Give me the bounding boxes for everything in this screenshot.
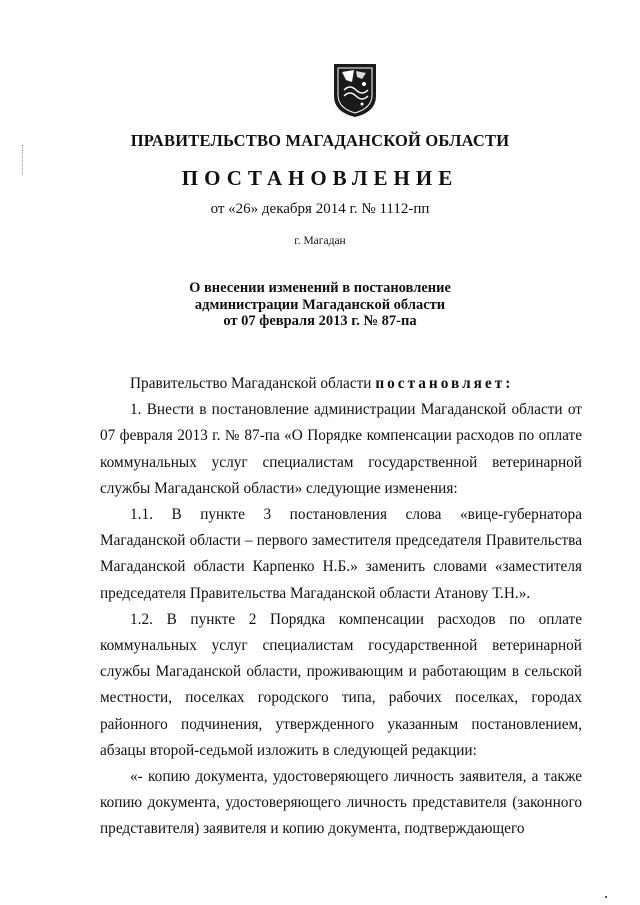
paragraph-quote: «- копию документа, удостоверяющего личность заявителя, а также копию документа, удостоверяющего личность представителя (законного представителя) заявителя и копию документа, подтверждающего [100,768,582,838]
document-body [100,371,582,843]
document-date-number: от «26» декабря 2014 г. № 1112-пп [210,201,430,217]
preamble-text: Правительство Магаданской области [130,375,376,392]
paragraph-1-2: 1.2. В пункте 2 Порядка компенсации расходов по оплате коммунальных услуг специалистам государственной ветеринарной службы Магаданской области, проживающим и работающим в сельской местности, поселках городского типа, рабочих поселках, городах районного подчинения, утвержденного указанным постановлением, абзацы второй-седьмой изложить в следующей редакции: [100,610,582,759]
document-city: г. Магадан [294,235,346,247]
subject-line: администрации Магаданской области [194,296,446,313]
subject-line: О внесении изменений в постановление [189,280,451,296]
magadan-coat-of-arms-icon [332,62,378,118]
organization-name: ПРАВИТЕЛЬСТВО МАГАДАНСКОЙ ОБЛАСТИ [130,131,510,150]
document-type: ПОСТАНОВЛЕНИЕ [181,166,459,190]
scan-artifact [605,896,607,898]
preamble-paragraph [100,371,582,397]
preamble-action: постановляет: [375,375,514,392]
paragraph-1-1: 1.1. В пункте 3 постановления слова «вице-губернатора Магаданской области – первого заместителя председателя Правительства Магаданской области Карпенко Н.Б.» заменить словами «заместителя председателя Правительства Магаданской области Атанову Т.Н.». [100,506,582,602]
document-subject [170,280,470,330]
subject-line: от 07 февраля 2013 г. № 87-па [223,313,417,329]
paragraph-1: 1. Внести в постановление администрации Магаданской области от 07 февраля 2013 г. № 87-па «О Порядке компенсации расходов по оплате коммунальных услуг специалистам государственной ветеринарной службы Магаданской области» следующие изменения: [100,401,582,497]
